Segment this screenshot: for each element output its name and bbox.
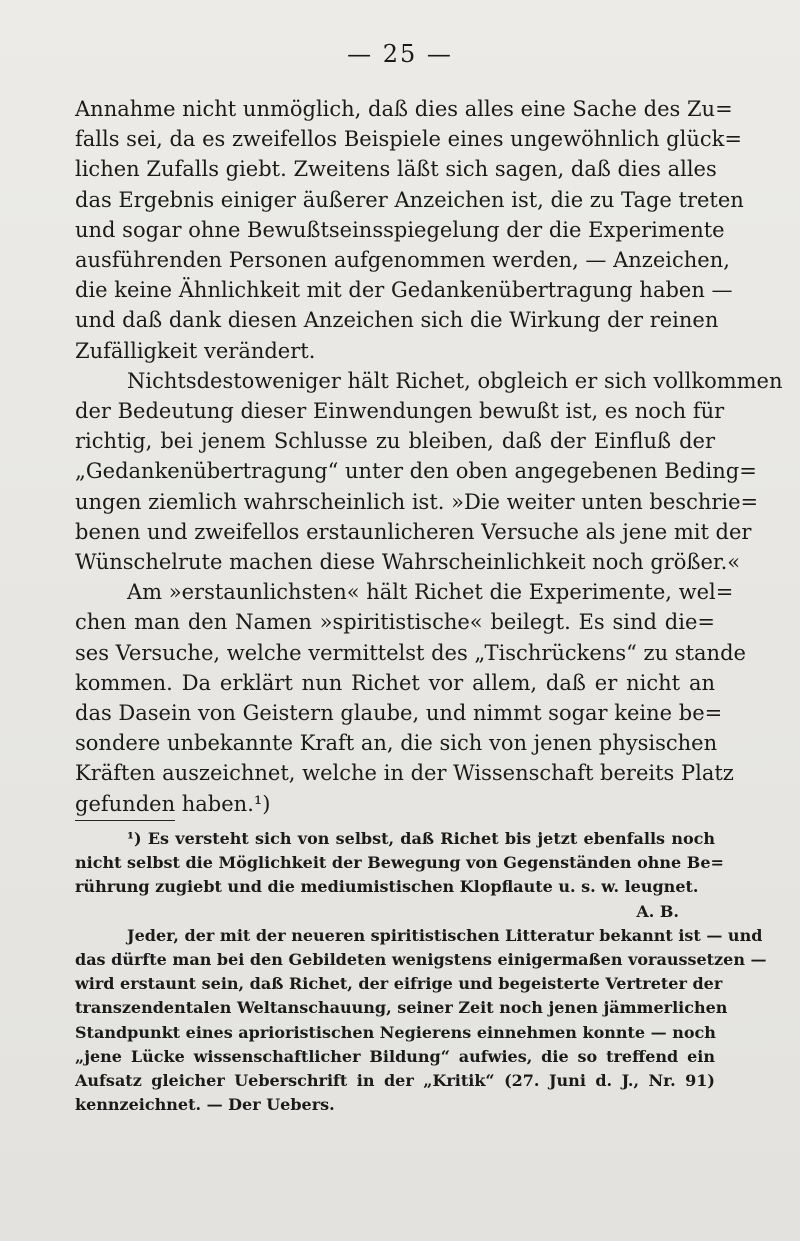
paragraph	[75, 94, 744, 366]
footnote-line: kennzeichnet. — Der Uebers.	[75, 1095, 335, 1115]
main-text	[75, 94, 783, 819]
text-line: Kräften auszeichnet, welche in der Wissenschaft bereits Platz	[75, 761, 734, 786]
footnote-line: Standpunkt eines aprioristischen Negierens einnehmen konnte — noch	[75, 1022, 716, 1042]
footnote-line: Jeder, der mit der neueren spiritistischen Litteratur bekannt ist — und	[127, 925, 763, 945]
footnote-line: ¹) Es versteht sich von selbst, daß Richet bis jetzt ebenfalls noch	[127, 829, 715, 848]
text-line: und daß dank diesen Anzeichen sich die Wirkung der reinen	[75, 308, 719, 333]
text-line: das Dasein von Geistern glaube, und nimmt sogar keine be=	[75, 701, 723, 726]
text-line: Annahme nicht unmöglich, daß dies alles eine Sache des Zu=	[75, 97, 733, 121]
paragraph	[75, 366, 783, 577]
text-line: ausführenden Personen aufgenommen werden, — Anzeichen,	[75, 248, 730, 273]
text-line: kommen. Da erklärt nun Richet vor allem, daß er nicht an	[75, 670, 715, 695]
text-line: gefunden haben.¹)	[75, 791, 271, 816]
text-line: falls sei, da es zweifellos Beispiele eines ungewöhnlich glück=	[75, 127, 742, 152]
footnote-divider	[75, 820, 175, 821]
text-line: richtig, bei jenem Schlusse zu bleiben, daß der Einfluß der	[75, 429, 715, 454]
text-line: die keine Ähnlichkeit mit der Gedankenübertragung haben —	[75, 278, 733, 303]
text-line: Am »erstaunlichsten« hält Richet die Experimente, wel=	[127, 580, 734, 605]
footnote	[75, 827, 724, 924]
text-line: benen und zweifellos erstaunlicheren Versuche als jene mit der	[75, 519, 752, 544]
text-line: chen man den Namen »spiritistische« beilegt. Es sind die=	[75, 610, 715, 635]
footnote-line: nicht selbst die Möglichkeit der Bewegung von Gegenständen ohne Be=	[75, 853, 724, 873]
text-line: „Gedankenübertragung“ unter den oben angegebenen Beding=	[75, 459, 757, 484]
paragraph	[75, 577, 746, 819]
page-number: — 25 —	[347, 40, 453, 68]
footnote-signature: A. B.	[636, 901, 679, 921]
footnote-line: wird erstaunt sein, daß Richet, der eifrige und begeisterte Vertreter der	[75, 974, 723, 994]
text-line: ses Versuche, welche vermittelst des „Tischrückens“ zu stande	[75, 640, 746, 665]
text-line: ungen ziemlich wahrscheinlich ist. »Die weiter unten beschrie=	[75, 489, 759, 514]
text-line: sondere unbekannte Kraft an, die sich von jenen physischen	[75, 731, 718, 756]
footnote-line: transzendentalen Weltanschauung, seiner Zeit noch jenen jämmerlichen	[75, 998, 728, 1018]
translator-note	[75, 924, 767, 1118]
footnote-line: Aufsatz gleicher Ueberschrift in der „Kritik“ (27. Juni d. J., Nr. 91)	[75, 1071, 715, 1091]
text-line: Zufälligkeit verändert.	[75, 338, 316, 363]
footnote-line: das dürfte man bei den Gebildeten wenigstens einigermaßen voraussetzen —	[75, 950, 767, 970]
text-line: lichen Zufalls giebt. Zweitens läßt sich sagen, daß dies alles	[75, 157, 717, 182]
text-line: Nichtsdestoweniger hält Richet, obgleich er sich vollkommen	[127, 368, 783, 393]
text-line: das Ergebnis einiger äußerer Anzeichen ist, die zu Tage treten	[75, 187, 744, 212]
footnote-line: rührung zugiebt und die mediumistischen Klopflaute u. s. w. leugnet.	[75, 877, 699, 897]
text-line: der Bedeutung dieser Einwendungen bewußt ist, es noch für	[75, 399, 725, 424]
footnotes	[75, 827, 767, 1117]
footnote-line: „jene Lücke wissenschaftlicher Bildung“ aufwies, die so treffend ein	[75, 1046, 715, 1066]
text-line: Wünschelrute machen diese Wahrscheinlichkeit noch größer.«	[75, 550, 741, 575]
text-line: und sogar ohne Bewußtseinsspiegelung der die Experimente	[75, 217, 725, 242]
